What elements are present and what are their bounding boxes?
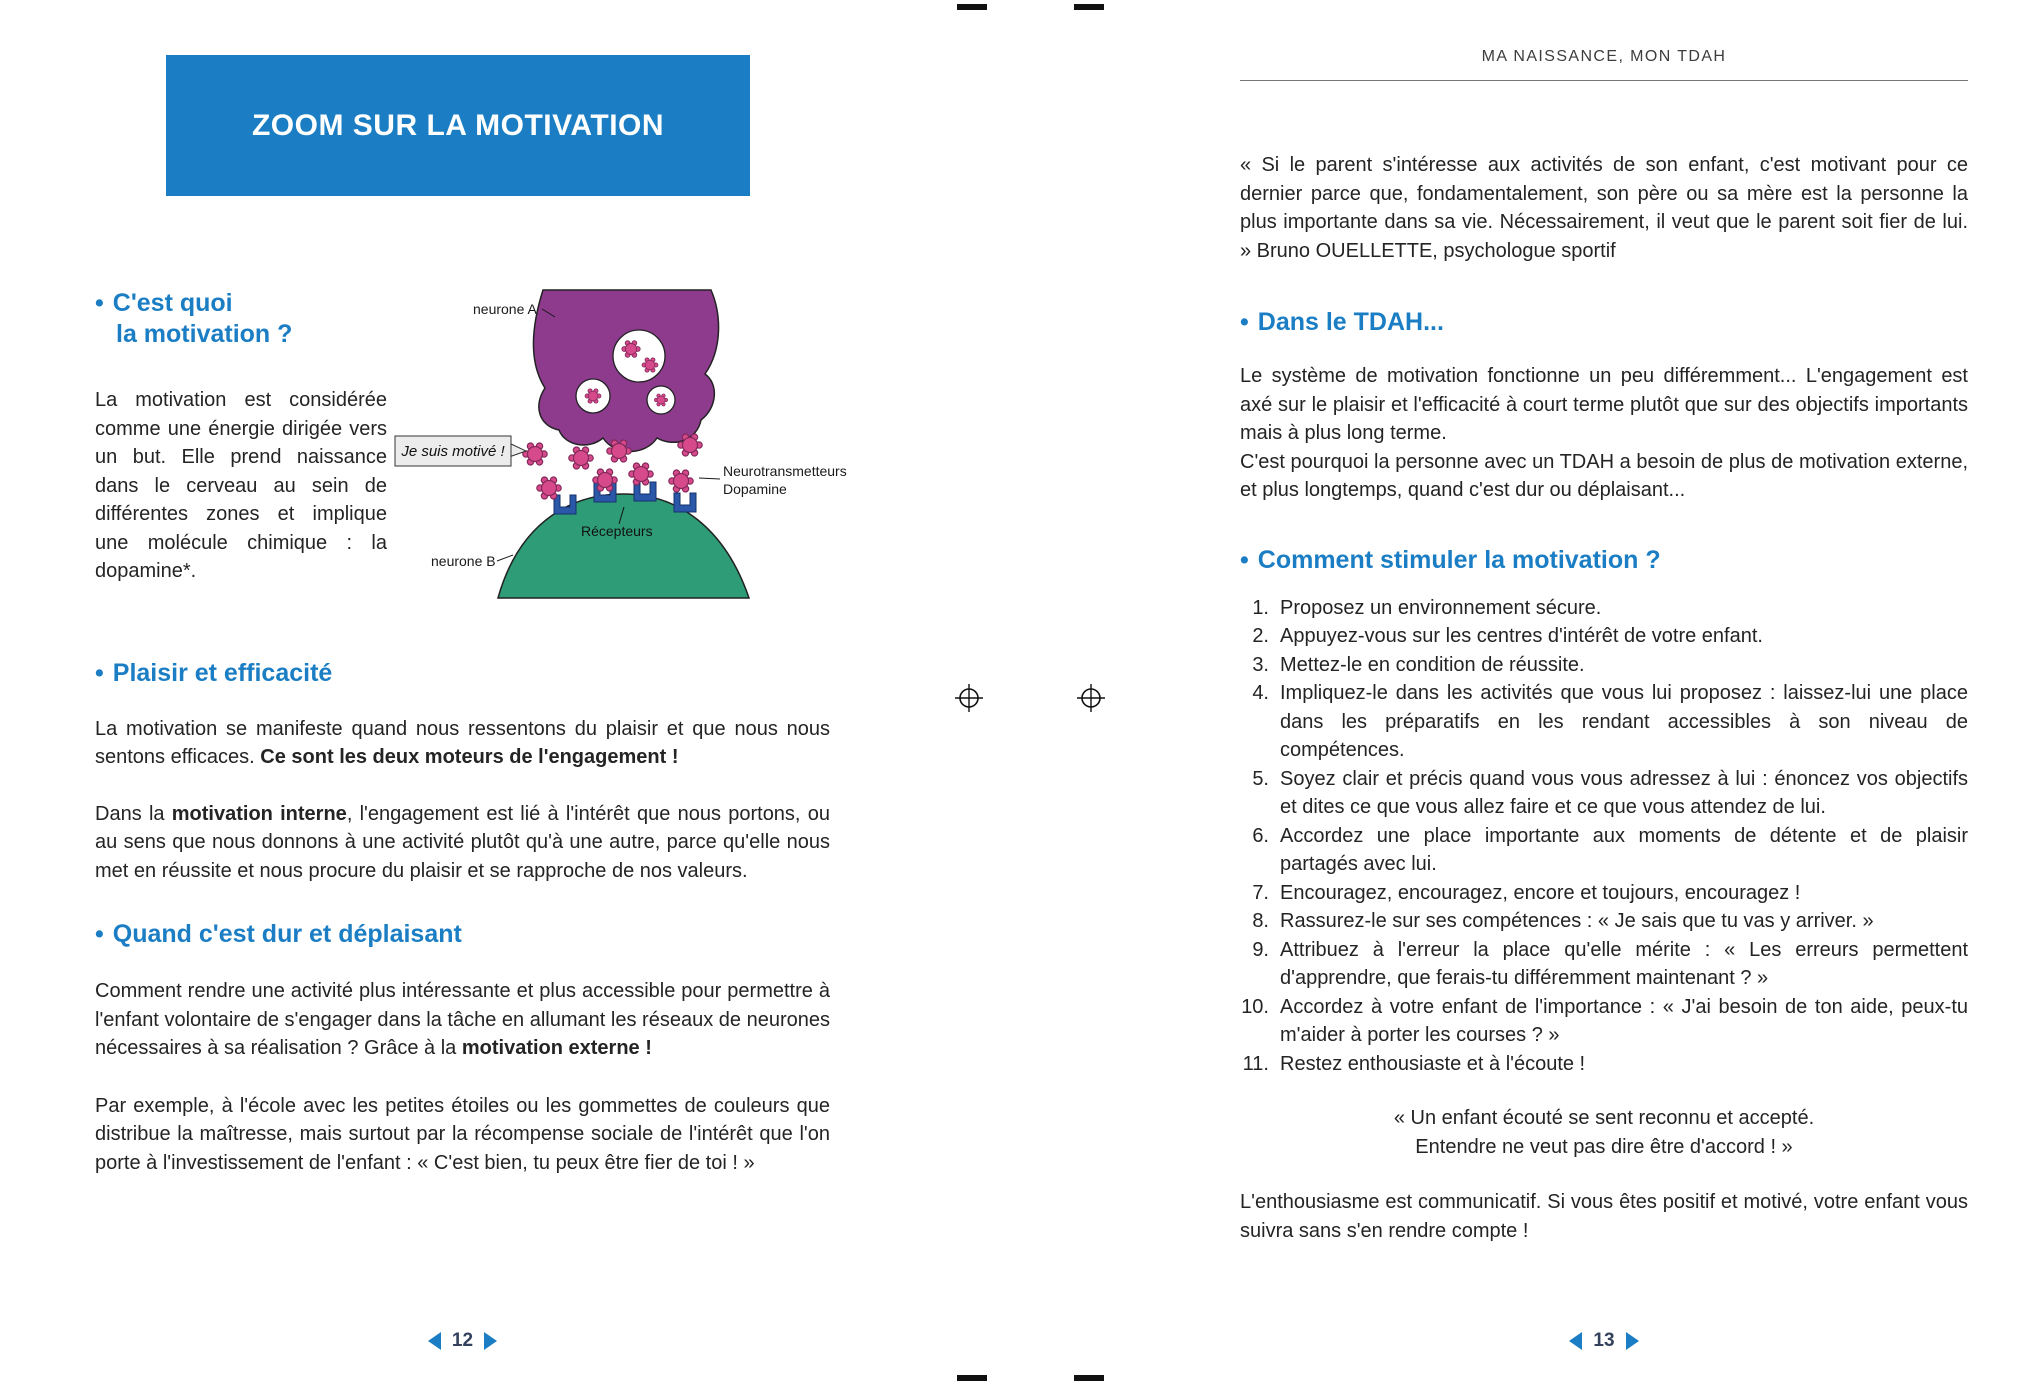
crop-mark — [1074, 1375, 1104, 1381]
list-item — [1240, 679, 1968, 765]
heading-text: C'est quoi — [112, 289, 233, 317]
list-item — [1240, 907, 1968, 936]
dopamine-molecule-icon — [569, 447, 593, 469]
paragraph-text: La motivation se manifeste quand nous ressentons du plaisir et que nous nous sentons efficaces. — [95, 717, 830, 768]
list-item-text: Rassurez-le sur ses compétences : « Je sais que tu vas y arriver. » — [1280, 910, 1874, 932]
heading-text: Comment stimuler la motivation ? — [1257, 545, 1661, 574]
closing-paragraph: L'enthousiasme est communicatif. Si vous êtes positif et motivé, votre enfant vous suivra sans s'en rendre compte ! — [1240, 1191, 1968, 1242]
list-item — [1240, 765, 1968, 822]
list-item-text: Encouragez, encouragez, encore et toujours, encouragez ! — [1280, 881, 1801, 904]
paragraph: C'est pourquoi la personne avec un TDAH a besoin de plus de motivation externe, et plus longtemps, quand c'est dur ou déplaisant... — [1240, 450, 1968, 501]
quote-paragraph: « Si le parent s'intéresse aux activités de son enfant, c'est motivant pour ce dernier parce que, fondamentalement, son père ou sa mère est la personne la plus importante dans sa vie. Nécessairement, il veut que le parent soit fier de lui. » Bruno OUELLETTE, psychologue sportif — [1240, 154, 1968, 262]
crop-mark — [957, 1375, 987, 1381]
paragraph — [95, 800, 830, 886]
section-heading — [95, 288, 387, 350]
list-item-text: Attribuez à l'erreur la place qu'elle mérite : « Les erreurs permettent d'apprendre, que ferais-tu différemment maintenant ? » — [1280, 938, 1968, 989]
section-heading — [1240, 307, 1968, 338]
list-item-text: Accordez à votre enfant de l'importance : « J'ai besoin de ton aide, peux-tu m'aider à porter les courses ? » — [1280, 995, 1968, 1046]
list-item-number: 3. — [1252, 653, 1269, 676]
list-item — [1240, 993, 1968, 1050]
list-item-number: 10. — [1241, 995, 1269, 1018]
label-dopamine: Dopamine — [723, 481, 787, 497]
label-neurotransmitters: Neurotransmetteurs — [723, 463, 847, 479]
prev-arrow-icon — [1569, 1332, 1582, 1350]
list-item-number: 5. — [1252, 767, 1269, 790]
list-item-text: Appuyez-vous sur les centres d'intérêt de votre enfant. — [1280, 625, 1763, 647]
bullet-icon: • — [1240, 545, 1249, 574]
list-item — [1240, 622, 1968, 651]
right-page-footer — [1240, 1330, 1968, 1352]
quote-line: « Un enfant écouté se sent reconnu et accepté. — [1393, 1107, 1815, 1129]
list-item — [1240, 936, 1968, 993]
section-heading — [95, 658, 830, 689]
list-item — [1240, 594, 1968, 623]
bullet-icon: • — [95, 289, 104, 317]
list-item-text: Accordez une place importante aux moments de détente et de plaisir partagés avec lui. — [1280, 824, 1968, 875]
paragraph — [95, 977, 830, 1063]
speech-bubble — [395, 436, 526, 466]
paragraph-text: Comment rendre une activité plus intéressante et plus accessible pour permettre à l'enfant volontaire de s'engager dans la tâche en allumant les réseaux de neurones nécessaires à sa réalisation ? Grâce à la — [95, 980, 830, 1059]
bold-text: Ce sont les deux moteurs de l'engagement ! — [260, 746, 679, 768]
dopamine-molecule-icon — [669, 470, 693, 492]
heading-text: Quand c'est dur et déplaisant — [112, 920, 462, 948]
left-page-footer — [95, 1330, 830, 1352]
label-neuron-a: neurone A — [473, 301, 537, 317]
bold-text: motivation externe ! — [461, 1037, 652, 1059]
list-item-text: Mettez-le en condition de réussite. — [1280, 653, 1585, 676]
list-item-number: 7. — [1252, 881, 1269, 904]
list-item-number: 8. — [1252, 910, 1269, 932]
list-item-number: 4. — [1252, 682, 1269, 704]
registration-crosshair-icon — [954, 683, 984, 713]
section-heading — [95, 919, 830, 950]
section-what-is-motivation — [95, 288, 847, 606]
list-item-text: Soyez clair et précis quand vous vous adressez à lui : énoncez vos objectifs et dites ce que vous allez faire et ce que vous attendez de lui. — [1280, 767, 1968, 818]
list-item-number: 2. — [1252, 625, 1269, 647]
dopamine-molecule-icon — [523, 443, 547, 465]
speech-bubble-text: Je suis motivé ! — [401, 443, 505, 460]
list-item — [1240, 879, 1968, 908]
bullet-icon: • — [95, 658, 104, 687]
list-item-number: 1. — [1252, 596, 1269, 619]
quote-line: Entendre ne veut pas dire être d'accord ! » — [1415, 1136, 1793, 1158]
page-number: 12 — [451, 1330, 474, 1351]
header-divider — [1240, 80, 1968, 81]
page-number: 13 — [1593, 1330, 1615, 1351]
list-item — [1240, 651, 1968, 680]
running-header: MA NAISSANCE, MON TDAH — [1481, 48, 1727, 65]
receptor-icon — [674, 493, 696, 512]
paragraph-text: , l'engagement est lié à l'intérêt que nous portons, ou au sens que nous donnons à une activité plutôt qu'à une autre, parce qu'elle nous met en réussite et nous procure du plaisir et se rapproche de nos valeurs. — [95, 802, 830, 882]
paragraph-text: Dans la — [95, 802, 172, 825]
list-item-number: 11. — [1242, 1052, 1269, 1075]
list-item-text: Proposez un environnement sécure. — [1280, 596, 1602, 619]
label-receptors: Récepteurs — [581, 523, 653, 539]
section-heading — [1240, 545, 1968, 576]
registration-crosshair-icon — [1076, 683, 1106, 713]
next-arrow-icon — [1626, 1332, 1639, 1350]
bold-text: motivation interne — [171, 802, 347, 825]
neuron-illustration-svg — [393, 288, 863, 600]
tips-list — [1240, 594, 1968, 1079]
heading-text: Plaisir et efficacité — [112, 658, 333, 687]
left-page — [95, 0, 847, 1197]
label-neuron-b: neurone B — [431, 553, 496, 569]
crop-mark — [1074, 4, 1104, 10]
chapter-title: ZOOM SUR LA MOTIVATION — [251, 108, 665, 142]
chapter-title-box — [166, 55, 750, 196]
heading-text: la motivation ? — [116, 320, 293, 348]
paragraph: Le système de motivation fonctionne un peu différemment... L'engagement est axé sur le plaisir et l'efficacité à court terme plutôt que sur des objectifs importants mais à plus long terme. — [1240, 365, 1968, 444]
bullet-icon: • — [1240, 308, 1249, 336]
list-item-text: Impliquez-le dans les activités que vous lui proposez : laissez-lui une place dans les préparatifs en les rendant accessibles à son niveau de compétences. — [1280, 682, 1968, 761]
heading-text: Dans le TDAH... — [1257, 308, 1444, 336]
list-item-number: 9. — [1252, 938, 1269, 961]
next-arrow-icon — [484, 1332, 497, 1350]
paragraph: La motivation est considérée comme une énergie dirigée vers un but. Elle prend naissance dans le cerveau au sein de différentes zones et implique une molécule chimique : la dopamine*. — [95, 389, 387, 582]
prev-arrow-icon — [428, 1332, 441, 1350]
paragraph — [95, 715, 830, 772]
bullet-icon: • — [95, 920, 104, 948]
right-page — [1240, 0, 1968, 1265]
list-item — [1240, 1050, 1968, 1079]
vesicle-shape — [613, 330, 665, 382]
paragraph: Par exemple, à l'école avec les petites étoiles ou les gommettes de couleurs que distribue la maîtresse, mais surtout par la récompense sociale de l'intérêt que l'on porte à l'investissement de l'enfant : « C'est bien, tu peux être fier de toi ! » — [95, 1094, 830, 1174]
list-item-number: 6. — [1252, 824, 1269, 847]
centered-quote — [1240, 1104, 1968, 1162]
crop-mark — [957, 4, 987, 10]
receptor-icon — [554, 495, 576, 514]
list-item — [1240, 822, 1968, 879]
neuron-illustration — [393, 288, 863, 606]
list-item-text: Restez enthousiaste et à l'écoute ! — [1280, 1052, 1586, 1075]
